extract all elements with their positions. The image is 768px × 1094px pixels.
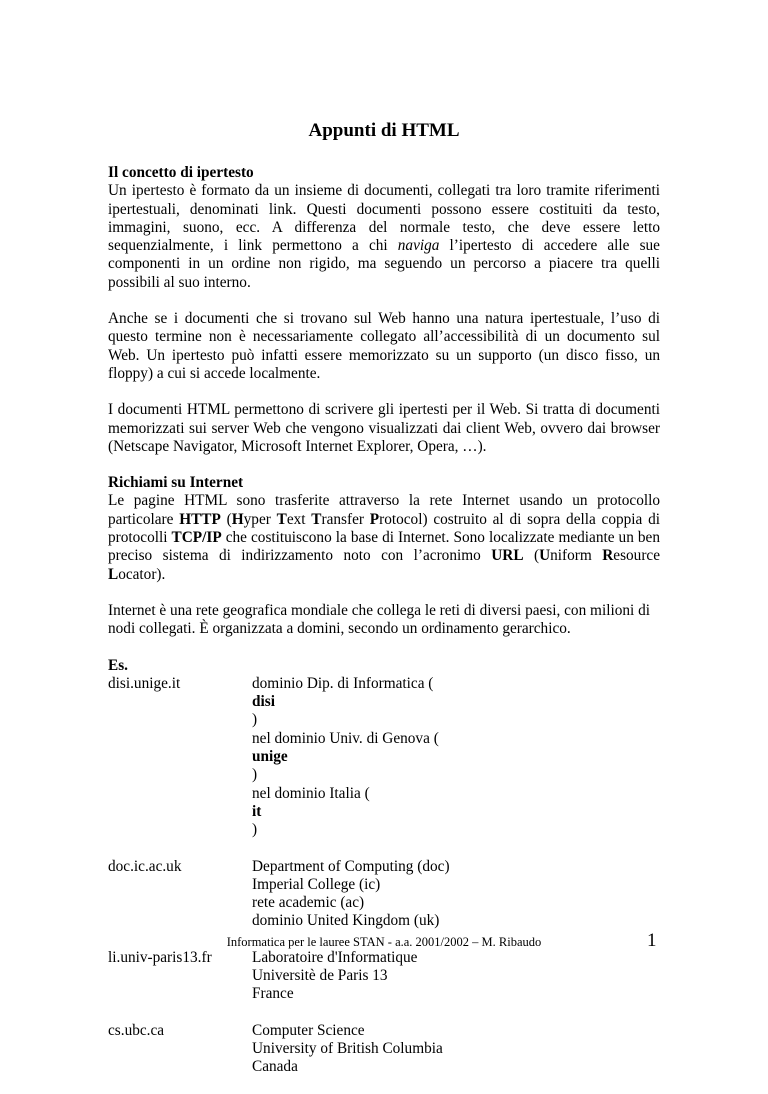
bold-term: HTTP — [179, 510, 221, 528]
example-row — [108, 675, 660, 840]
section-heading-hypertext: Il concetto di ipertesto — [108, 164, 254, 181]
italic-term: naviga — [397, 237, 440, 255]
example-line: Universitè de Paris 13 — [252, 966, 388, 984]
bold-letter: T — [311, 510, 322, 528]
line-text: nel dominio Univ. di Genova ( — [252, 729, 439, 747]
example-host: cs.ubc.ca — [108, 1021, 165, 1039]
page-title: Appunti di HTML — [308, 120, 460, 141]
bold-term: unige — [252, 748, 288, 766]
paragraph-hypertext-definition — [108, 182, 660, 292]
line-text: ) — [252, 711, 258, 729]
bold-letter: U — [539, 547, 551, 565]
example-line — [252, 675, 660, 730]
bold-term: disi — [252, 693, 275, 711]
example-row — [108, 858, 660, 931]
page-number: 1 — [647, 930, 657, 951]
line-text: dominio Dip. di Informatica ( — [252, 674, 434, 692]
paragraph-text: Un ipertesto è formato da un insieme di documenti, collegati tra loro tramite riferimenti ipertestuali, denominati link. Questi documenti possono essere costituiti da testo, immagini, suono, ecc. A differenza del normale testo, che deve essere letto sequenzialmente, i link permettono a chi — [108, 182, 660, 255]
example-host: doc.ic.ac.uk — [108, 857, 182, 875]
example-row — [108, 949, 660, 1004]
example-line: University of British Columbia — [252, 1039, 443, 1057]
section-internet — [108, 474, 660, 584]
example-host: disi.unige.it — [108, 674, 181, 692]
paragraph-text: esource — [613, 547, 660, 565]
paragraph-text: ocator). — [118, 565, 166, 583]
example-description — [252, 949, 660, 1004]
bold-term: it — [252, 802, 262, 820]
line-text: nel dominio Italia ( — [252, 784, 370, 802]
paragraph-text: rotocol) costruito al di sopra della coppia di protocolli — [108, 510, 661, 547]
paragraph-text: Le pagine HTML sono trasferite attraverso la rete Internet usando un protocollo particolare — [108, 492, 660, 528]
paragraph-text: ext — [286, 510, 312, 528]
bold-term: URL — [491, 547, 524, 565]
example-line: dominio United Kingdom (uk) — [252, 912, 440, 930]
examples-label: Es. — [108, 656, 128, 674]
example-line: Laboratoire d'Informatique — [252, 948, 418, 966]
bold-letter: P — [369, 510, 380, 528]
example-line — [252, 785, 660, 840]
bold-letter: T — [276, 510, 287, 528]
line-text: ) — [252, 766, 258, 784]
paragraph-http-protocol — [108, 492, 660, 583]
example-description — [252, 858, 660, 931]
bold-letter: R — [602, 547, 614, 565]
example-description — [252, 675, 660, 840]
example-line: Canada — [252, 1058, 298, 1076]
paragraph-text: che costituiscono la base di Internet. Sono localizzate mediante un ben preciso sistema di indirizzamento noto con l’acronimo — [108, 529, 660, 565]
paragraph-text: ransfer — [321, 510, 370, 528]
example-line: rete academic (ac) — [252, 894, 365, 912]
paragraph-text: l’ipertesto di accedere alle sue componenti in un ordine non rigido, ma seguendo un percorso a piacere tra quelli possibili al suo interno. — [108, 237, 660, 291]
example-line: France — [252, 985, 294, 1003]
example-line: Department of Computing (doc) — [252, 857, 450, 875]
bold-letter: L — [108, 565, 119, 583]
paragraph-text: yper — [243, 510, 277, 528]
example-description — [252, 1022, 660, 1077]
paragraph-internet-network: Internet è una rete geografica mondiale che collega le reti di diversi paesi, con milioni di nodi collegati. È organizzata a domini, secondo un ordinamento gerarchico. — [108, 601, 650, 638]
page-footer: Informatica per le lauree STAN - a.a. 2001/2002 – M. Ribaudo — [226, 935, 542, 949]
section-hypertext — [108, 164, 660, 292]
bold-term: TCP/IP — [171, 529, 222, 547]
paragraph-web-hypertext: Anche se i documenti che si trovano sul Web hanno una natura ipertestuale, l’uso di questo termine non è necessariamente collegato all’accessibilità di un documento sul Web. Un ipertesto può infatti essere memorizzato su un supporto (un disco fisso, un floppy) a cui si accede localmente. — [108, 310, 660, 382]
example-row — [108, 1022, 660, 1077]
example-line: Computer Science — [252, 1021, 365, 1039]
paragraph-text: ( — [220, 510, 232, 528]
examples-list — [108, 657, 660, 1077]
paragraph-text: ( — [523, 547, 540, 565]
bold-letter: H — [231, 510, 244, 528]
example-line: Imperial College (ic) — [252, 875, 381, 893]
example-line — [252, 730, 660, 785]
line-text: ) — [252, 821, 258, 839]
section-heading-internet: Richiami su Internet — [108, 474, 244, 492]
document-body — [108, 164, 660, 1094]
paragraph-html-documents: I documenti HTML permettono di scrivere gli ipertesti per il Web. Si tratta di documenti memorizzati sui server Web che vengono visualizzati dai client Web, ovvero dai browser (Netscape Navigator, Microsoft Internet Explorer, Opera, …). — [108, 401, 660, 455]
paragraph-text: niform — [550, 547, 603, 565]
example-host: li.univ-paris13.fr — [108, 948, 212, 966]
